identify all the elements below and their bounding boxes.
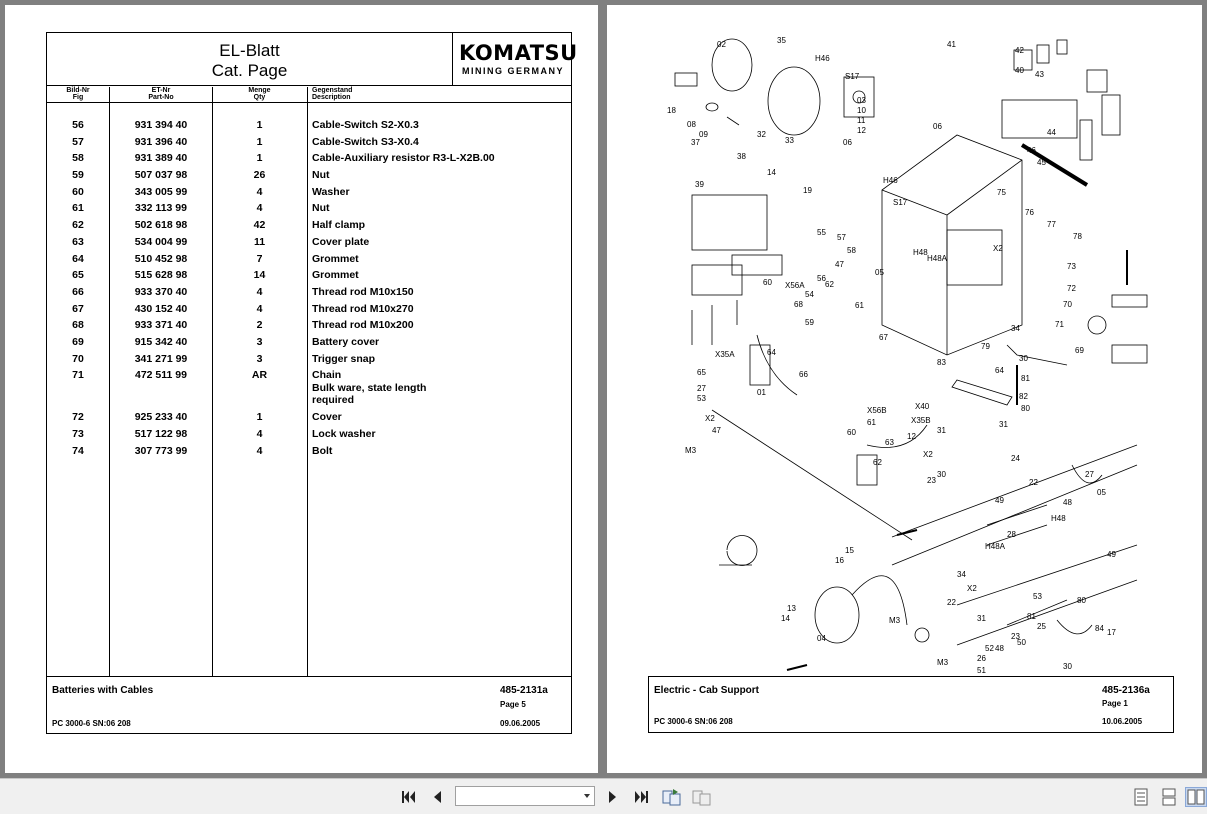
callout-label: 05 [875,268,884,277]
part-number: 332 113 99 [135,202,187,215]
callout-label: 04 [817,634,826,643]
description-line: Cover [312,411,342,424]
fig-number: 64 [72,252,84,265]
komatsu-logo [452,33,578,85]
callout-label: M3 [889,616,901,625]
quantity: 4 [256,285,263,298]
callout-label: 31 [999,420,1008,429]
callout-label: 22 [1029,478,1038,487]
callout-label: 60 [847,428,856,437]
quantity: 4 [256,444,263,457]
footer-model: PC 3000-6 SN:06 208 [52,719,131,728]
fig-number: 57 [72,135,84,148]
part-number: 931 394 40 [134,119,188,131]
description [312,267,562,282]
description-line: Washer [312,185,350,198]
last-page-icon [632,789,650,805]
facing-pages-icon [1187,788,1205,806]
callout-label: 81 [1027,612,1036,621]
part-number: 933 371 40 [134,319,188,332]
table-row [47,184,571,201]
previous-page-button[interactable] [428,787,446,807]
description-line: Half clamp [312,219,366,232]
callout-label: 70 [1063,300,1072,309]
callout-label: 35 [777,36,786,45]
battery-cover-drawing [1002,100,1077,138]
table-row [47,443,571,460]
callout-label: 65 [697,368,706,377]
callout-label: 48 [1063,498,1072,507]
single-page-icon [1133,788,1149,806]
description-line: Cable-Switch S2-X0.3 [312,119,419,131]
quantity: 4 [256,202,263,215]
part-number: 472 511 99 [135,369,187,382]
callout-label: 47 [712,426,721,435]
table-row [47,317,571,334]
footer-title: Batteries with Cables [52,685,154,696]
callout-label: 55 [817,228,826,237]
fig-number: 74 [72,444,84,457]
part-number: 343 005 99 [134,185,188,198]
callout-label: X2 [705,414,715,423]
fig-number: 62 [72,219,84,232]
callout-label: 12 [857,126,866,135]
parts-list-sheet [46,32,578,734]
callout-label: 73 [1067,262,1076,271]
callout-label: 23 [927,476,936,485]
table-row [47,150,571,167]
table-row [47,267,571,284]
callout-label: 49 [1107,550,1116,559]
callout-label: 18 [667,106,676,115]
description [312,426,562,441]
facing-pages-view-button[interactable] [1185,787,1207,807]
fig-number: 61 [72,202,84,215]
fig-number: 63 [72,235,84,248]
table-row [47,284,571,301]
callout-label: 63 [885,438,894,447]
callout-label: 59 [805,318,814,327]
callout-label: 69 [1075,346,1084,355]
callout-label: H48A [927,254,948,263]
callout-label: 05 [1097,488,1106,497]
part-number: 510 452 98 [134,252,188,265]
callout-label: 54 [805,290,814,299]
callout-label: 40 [1015,66,1024,75]
callout-label: 79 [981,342,990,351]
callout-label: X2 [967,584,977,593]
description [312,150,562,165]
description-line: Cable-Auxiliary resistor R3-L-X2B.00 [312,152,495,165]
callout-label: 57 [837,233,846,242]
callout-label: 06 [933,122,942,131]
table-row [47,409,571,426]
footer-page: Page 5 [500,700,526,709]
col-header-desc: Gegenstand Description [312,87,353,101]
callout-label: 62 [873,458,882,467]
callout-label: 77 [1047,220,1056,229]
description-line: Lock washer [312,428,376,440]
go-back-icon [661,788,683,806]
callout-label: 51 [977,666,986,675]
next-page-icon [606,789,620,805]
diagram-page [607,5,1202,773]
callout-label: S17 [893,198,908,207]
callout-label: M3 [685,446,697,455]
callout-label: 41 [947,40,956,49]
callout-label: 14 [767,168,776,177]
parts-list-page [5,5,598,773]
quantity: 1 [256,152,263,165]
callout-label: X56B [867,406,887,415]
callout-label: 72 [1067,284,1076,293]
callout-label: 32 [757,130,766,139]
quantity: 26 [253,169,266,182]
callout-label: 46 [1027,146,1036,155]
continuous-view-button[interactable] [1159,787,1179,807]
table-row [47,200,571,217]
callout-label: 10 [857,106,866,115]
sheet-footer [47,676,571,734]
callout-label: 39 [695,180,704,189]
description [312,200,562,215]
description-line: required [312,394,355,407]
footer-doc-no: 485-2136a [1102,685,1150,696]
callout-label: 09 [699,130,708,139]
quantity: 1 [256,135,263,148]
callout-label: 84 [1095,624,1104,633]
description-line: Battery cover [312,335,380,348]
callout-label: 38 [737,152,746,161]
fig-number: 66 [72,285,84,298]
callout-label: 58 [847,246,856,255]
resistor-drawing [692,195,767,250]
callout-label: 44 [1047,128,1056,137]
fig-number: 73 [72,428,84,440]
callout-label: 62 [825,280,834,289]
callout-label: 48 [995,644,1004,653]
sheet-header [47,33,578,86]
description [312,284,562,299]
callout-label: 37 [691,138,700,147]
callout-label: 15 [845,546,854,555]
callout-label: 28 [1007,530,1016,539]
callout-label: 30 [1063,662,1072,671]
callout-label: 45 [1037,158,1046,167]
table-row [47,167,571,184]
callout-label: 01 [757,388,766,397]
footer-doc-no: 485-2131a [500,685,548,696]
part-number: 307 773 99 [134,444,188,457]
table-row [47,367,571,409]
callout-label: 71 [1055,320,1064,329]
callout-label: 24 [1011,454,1020,463]
description-line: Trigger snap [312,352,376,365]
table-row [47,251,571,268]
description-line: Grommet [312,252,359,265]
callout-label: 34 [957,570,966,579]
fig-number: 69 [72,335,84,348]
description [312,334,562,349]
quantity: 11 [253,235,266,248]
callout-label: H48A [985,542,1006,551]
description [312,443,562,458]
quantity: 7 [256,252,263,265]
callout-label: 14 [781,614,790,623]
description [312,134,562,149]
viewer-toolbar [0,778,1207,814]
previous-page-icon [430,789,444,805]
col-header-fig: Bild-Nr Fig [66,87,90,101]
fig-number: 58 [72,152,84,165]
description [312,251,562,266]
callout-label: 43 [1035,70,1044,79]
callout-label: 34 [1011,324,1020,333]
part-number: 507 037 98 [134,169,188,182]
quantity: 4 [256,302,263,315]
fig-number: 72 [72,411,84,424]
callout-label: X56A [785,281,805,290]
callout-label: 75 [997,188,1006,197]
callout-label: 03 [857,96,866,105]
quantity: 3 [256,352,263,365]
callout-label: 22 [947,598,956,607]
table-row [47,234,571,251]
callout-label: 76 [1025,208,1034,217]
quantity: 1 [256,411,263,424]
chevron-down-icon [584,794,590,798]
description-line: Thread rod M10x200 [312,319,414,332]
last-page-button[interactable] [630,787,652,807]
callout-label: 64 [995,366,1004,375]
callout-label: X2 [923,450,933,459]
callout-label: 19 [803,186,812,195]
description-line: Nut [312,202,330,215]
callout-label: 16 [835,556,844,565]
col-header-qty: Menge Qty [248,87,271,101]
description-line: Thread rod M10x150 [312,285,414,298]
description-line: Bolt [312,444,333,457]
page-number-select[interactable] [455,786,595,806]
quantity: AR [251,369,268,382]
part-number: 933 370 40 [134,285,188,298]
table-row [47,351,571,368]
single-page-view-button[interactable] [1131,787,1151,807]
quantity: 3 [256,335,263,348]
callout-label: 27 [697,384,706,393]
table-row [47,334,571,351]
description-line: Grommet [312,269,359,282]
fig-number: 65 [72,269,84,282]
part-number: 931 389 40 [134,152,188,165]
callout-label: 78 [1073,232,1082,241]
callout-label: 12 [907,432,916,441]
callout-label: 33 [785,136,794,145]
callout-label: 23 [1011,632,1020,641]
callout-label: 25 [1037,622,1046,631]
description [312,117,562,132]
description-line: Nut [312,169,330,182]
callout-label: 13 [787,604,796,613]
callout-label: 08 [687,120,696,129]
callout-label: 30 [1019,354,1028,363]
callout-label: 61 [855,301,864,310]
part-number: 502 618 98 [134,219,188,232]
diagram-sheet-footer [648,676,1174,733]
first-page-icon [400,789,418,805]
horn-cover-drawing [768,67,820,135]
callout-label: 60 [763,278,772,287]
callout-label: X40 [915,402,930,411]
description [312,217,562,232]
description [312,409,562,424]
callout-label: 81 [1021,374,1030,383]
description-line: Cable-Switch S3-X0.4 [312,135,419,148]
callout-label: 02 [717,40,726,49]
table-row [47,301,571,318]
callout-label: 47 [835,260,844,269]
part-number: 341 271 99 [134,352,188,365]
header-rule [47,102,571,103]
fig-number: 59 [72,169,84,182]
callout-label: H48 [913,248,928,257]
fig-number: 67 [72,302,84,315]
callout-label: H46 [815,54,830,63]
callout-label: 11 [857,116,866,125]
go-forward-button[interactable] [690,787,714,807]
part-number: 915 342 40 [134,335,188,348]
callout-label: 27 [1085,470,1094,479]
callout-label: 83 [937,358,946,367]
callout-label: 53 [1033,592,1042,601]
description [312,301,562,316]
part-number: 931 396 40 [134,135,188,148]
footer-date: 09.06.2005 [500,719,541,728]
part-number: 925 233 40 [134,411,188,424]
next-page-button[interactable] [604,787,622,807]
description-line: Chain [312,369,342,382]
callout-label: 52 [985,644,994,653]
part-number: 515 628 98 [134,269,188,282]
fig-number: 70 [72,352,84,365]
description-line: Cover plate [312,235,370,248]
callout-label: 26 [977,654,986,663]
continuous-page-icon [1161,788,1177,806]
part-number: 517 122 98 [134,428,188,440]
callout-label: 66 [799,370,808,379]
description [312,184,562,199]
callout-label: X35B [911,416,931,425]
description-line: Bulk ware, state length [312,381,427,394]
callout-label: 61 [867,418,876,427]
go-forward-icon [691,788,713,806]
callout-label: 49 [995,496,1004,505]
quantity: 4 [256,428,263,440]
callout-label: 17 [1107,628,1116,637]
callout-label: 56 [817,274,826,283]
exploded-parts-diagram [657,25,1167,675]
callout-label: 82 [1019,392,1028,401]
callout-label: 64 [767,348,776,357]
go-back-button[interactable] [660,787,684,807]
fig-number: 56 [72,119,84,131]
footer-model: PC 3000-6 SN:06 208 [654,717,733,726]
fig-number: 71 [72,369,84,382]
sheet-title: EL-Blatt [219,41,280,60]
first-page-button[interactable] [398,787,420,807]
bracket-drawing [675,73,697,86]
callout-labels [667,36,1116,675]
parts-table-body [47,117,571,459]
description [312,234,562,249]
description [312,317,562,332]
quantity: 1 [256,119,263,131]
footer-page: Page 1 [1102,699,1128,708]
callout-label: S17 [845,72,860,81]
callout-label: 31 [937,426,946,435]
table-row [47,134,571,151]
callout-label: 67 [879,333,888,342]
description-line: Thread rod M10x270 [312,302,414,315]
callout-label: 30 [937,470,946,479]
footer-title: Electric - Cab Support [654,685,760,696]
footer-date: 10.06.2005 [1102,717,1143,726]
fig-number: 60 [72,185,84,198]
part-number: 430 152 40 [134,302,188,315]
callout-label: 80 [1077,596,1086,605]
description [312,167,562,182]
callout-label: H48 [1051,514,1066,523]
table-row [47,217,571,234]
callout-label: M3 [937,658,949,667]
callout-label: X35A [715,350,735,359]
callout-label: H46 [883,176,898,185]
callout-label: 68 [794,300,803,309]
callout-label: 42 [1015,46,1024,55]
callout-label: 50 [1017,638,1026,647]
callout-label: 53 [697,394,706,403]
quantity: 4 [256,185,263,198]
quantity: 2 [256,319,263,332]
quantity: 14 [253,269,266,282]
description [312,351,562,366]
logo-wordmark: KOMATSU [459,41,578,65]
description [312,367,562,407]
quantity: 42 [253,219,266,232]
callout-label: 06 [843,138,852,147]
logo-tagline: MINING GERMANY [462,66,564,76]
sheet-subtitle: Cat. Page [211,61,288,80]
callout-label: 80 [1021,404,1030,413]
table-row [47,117,571,134]
callout-label: X2 [993,244,1003,253]
callout-label: 31 [977,614,986,623]
part-number: 534 004 99 [134,235,188,248]
col-header-part: ET-Nr Part-No [148,87,174,101]
table-row [47,426,571,443]
fig-number: 68 [72,319,84,332]
